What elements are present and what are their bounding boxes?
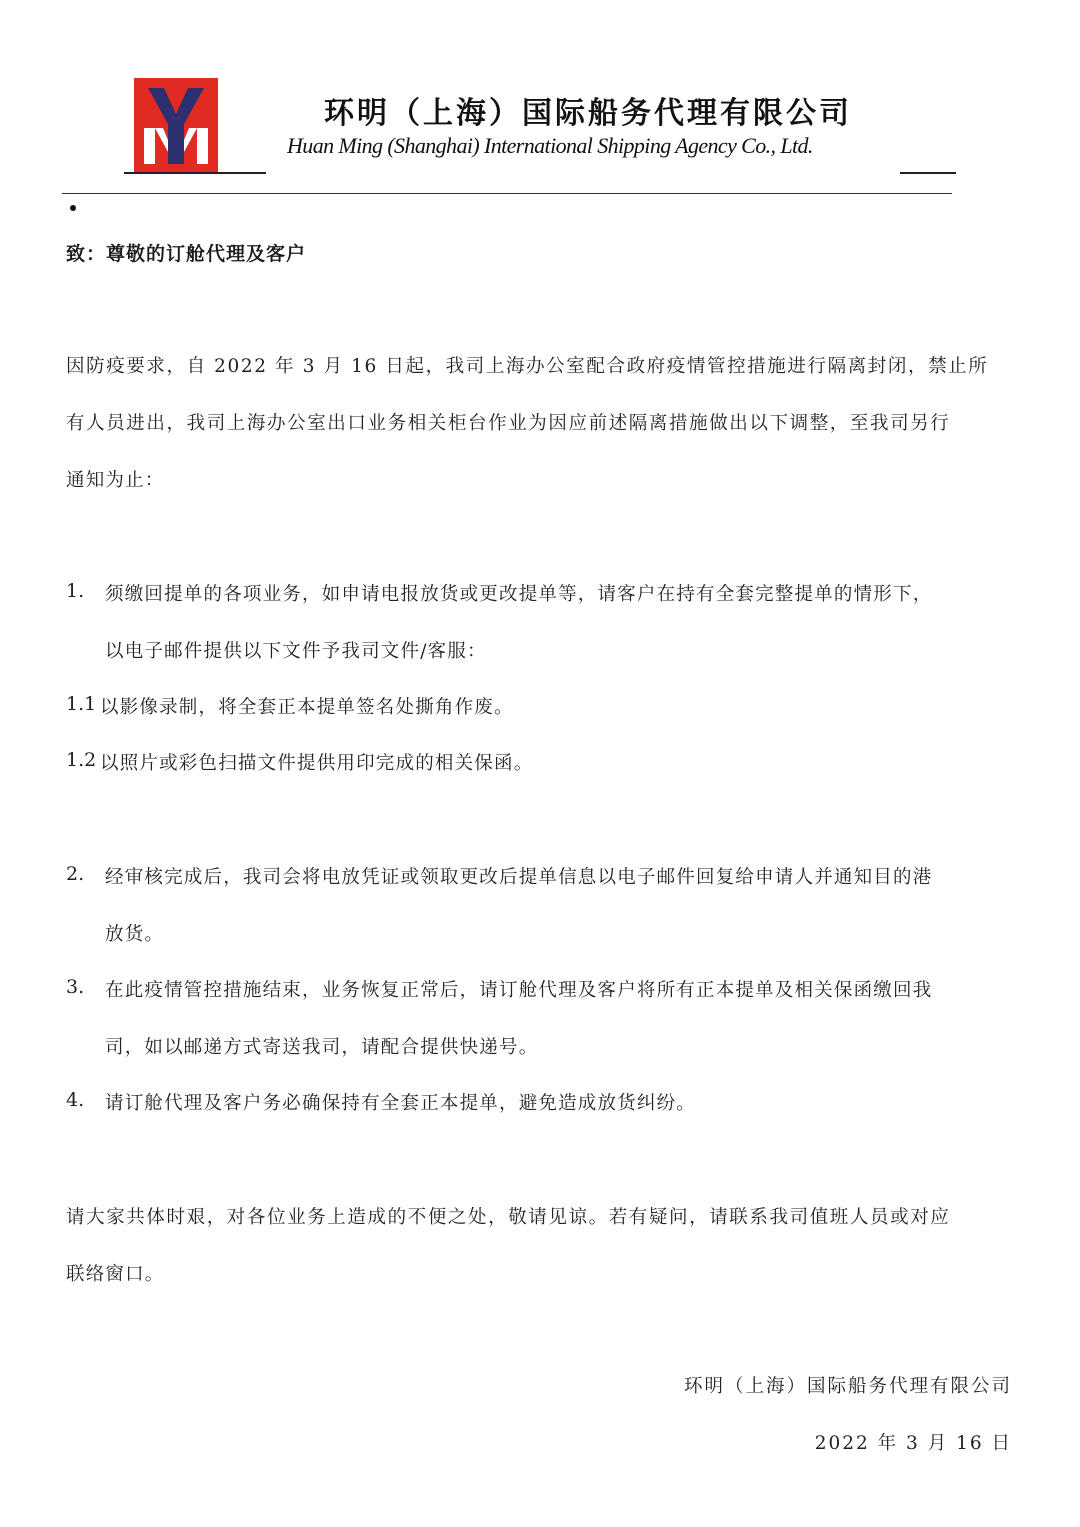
company-name-cn: 环明（上海）国际船务代理有限公司 — [324, 96, 852, 131]
bullet-dot — [70, 205, 76, 211]
item-1-number: 1. — [66, 580, 85, 602]
intro-line-1: 因防疫要求，自 2022 年 3 月 16 日起，我司上海办公室配合政府疫情管控措施进行隔离封闭，禁止所 — [66, 356, 989, 377]
closing-line-1: 请大家共体时艰，对各位业务上造成的不便之处，敬请见谅。若有疑问，请联系我司值班人员或对应 — [66, 1207, 951, 1228]
intro-line-2: 有人员进出，我司上海办公室出口业务相关柜台作业为因应前述隔离措施做出以下调整，至我司另行 — [66, 413, 951, 434]
item-3-line-2: 司，如以邮递方式寄送我司，请配合提供快递号。 — [105, 1037, 539, 1058]
item-1-line-2: 以电子邮件提供以下文件予我司文件/客服： — [105, 641, 487, 662]
subitem-1-1-text: 以影像录制，将全套正本提单签名处撕角作废。 — [100, 697, 514, 718]
header-divider — [62, 193, 952, 194]
subitem-1-1-number: 1.1 — [66, 693, 97, 715]
item-4-number: 4. — [66, 1089, 85, 1111]
item-1-line-1: 须缴回提单的各项业务，如申请电报放货或更改提单等，请客户在持有全套完整提单的情形下， — [105, 584, 933, 605]
salutation: 致：尊敬的订舱代理及客户 — [66, 243, 307, 265]
signature-company: 环明（上海）国际船务代理有限公司 — [683, 1376, 1012, 1397]
header-right-underline — [900, 172, 956, 174]
signature-date: 2022 年 3 月 16 日 — [814, 1433, 1012, 1454]
intro-line-3: 通知为止： — [66, 470, 165, 491]
subitem-1-2-number: 1.2 — [66, 749, 97, 771]
item-3-number: 3. — [66, 976, 85, 998]
item-3-line-1: 在此疫情管控措施结束，业务恢复正常后，请订舱代理及客户将所有正本提单及相关保函缴回我 — [105, 980, 933, 1001]
item-2-line-2: 放货。 — [105, 924, 165, 945]
company-logo — [134, 78, 218, 172]
subitem-1-2-text: 以照片或彩色扫描文件提供用印完成的相关保函。 — [100, 753, 534, 774]
logo-underline — [124, 172, 266, 174]
item-2-line-1: 经审核完成后，我司会将电放凭证或领取更改后提单信息以电子邮件回复给申请人并通知目的港 — [105, 867, 933, 888]
closing-line-2: 联络窗口。 — [66, 1264, 165, 1285]
item-4-line-1: 请订舱代理及客户务必确保持有全套正本提单，避免造成放货纠纷。 — [105, 1093, 697, 1114]
company-name-en: Huan Ming (Shanghai) International Shipping Agency Co., Ltd. — [287, 133, 813, 158]
item-2-number: 2. — [66, 863, 85, 885]
